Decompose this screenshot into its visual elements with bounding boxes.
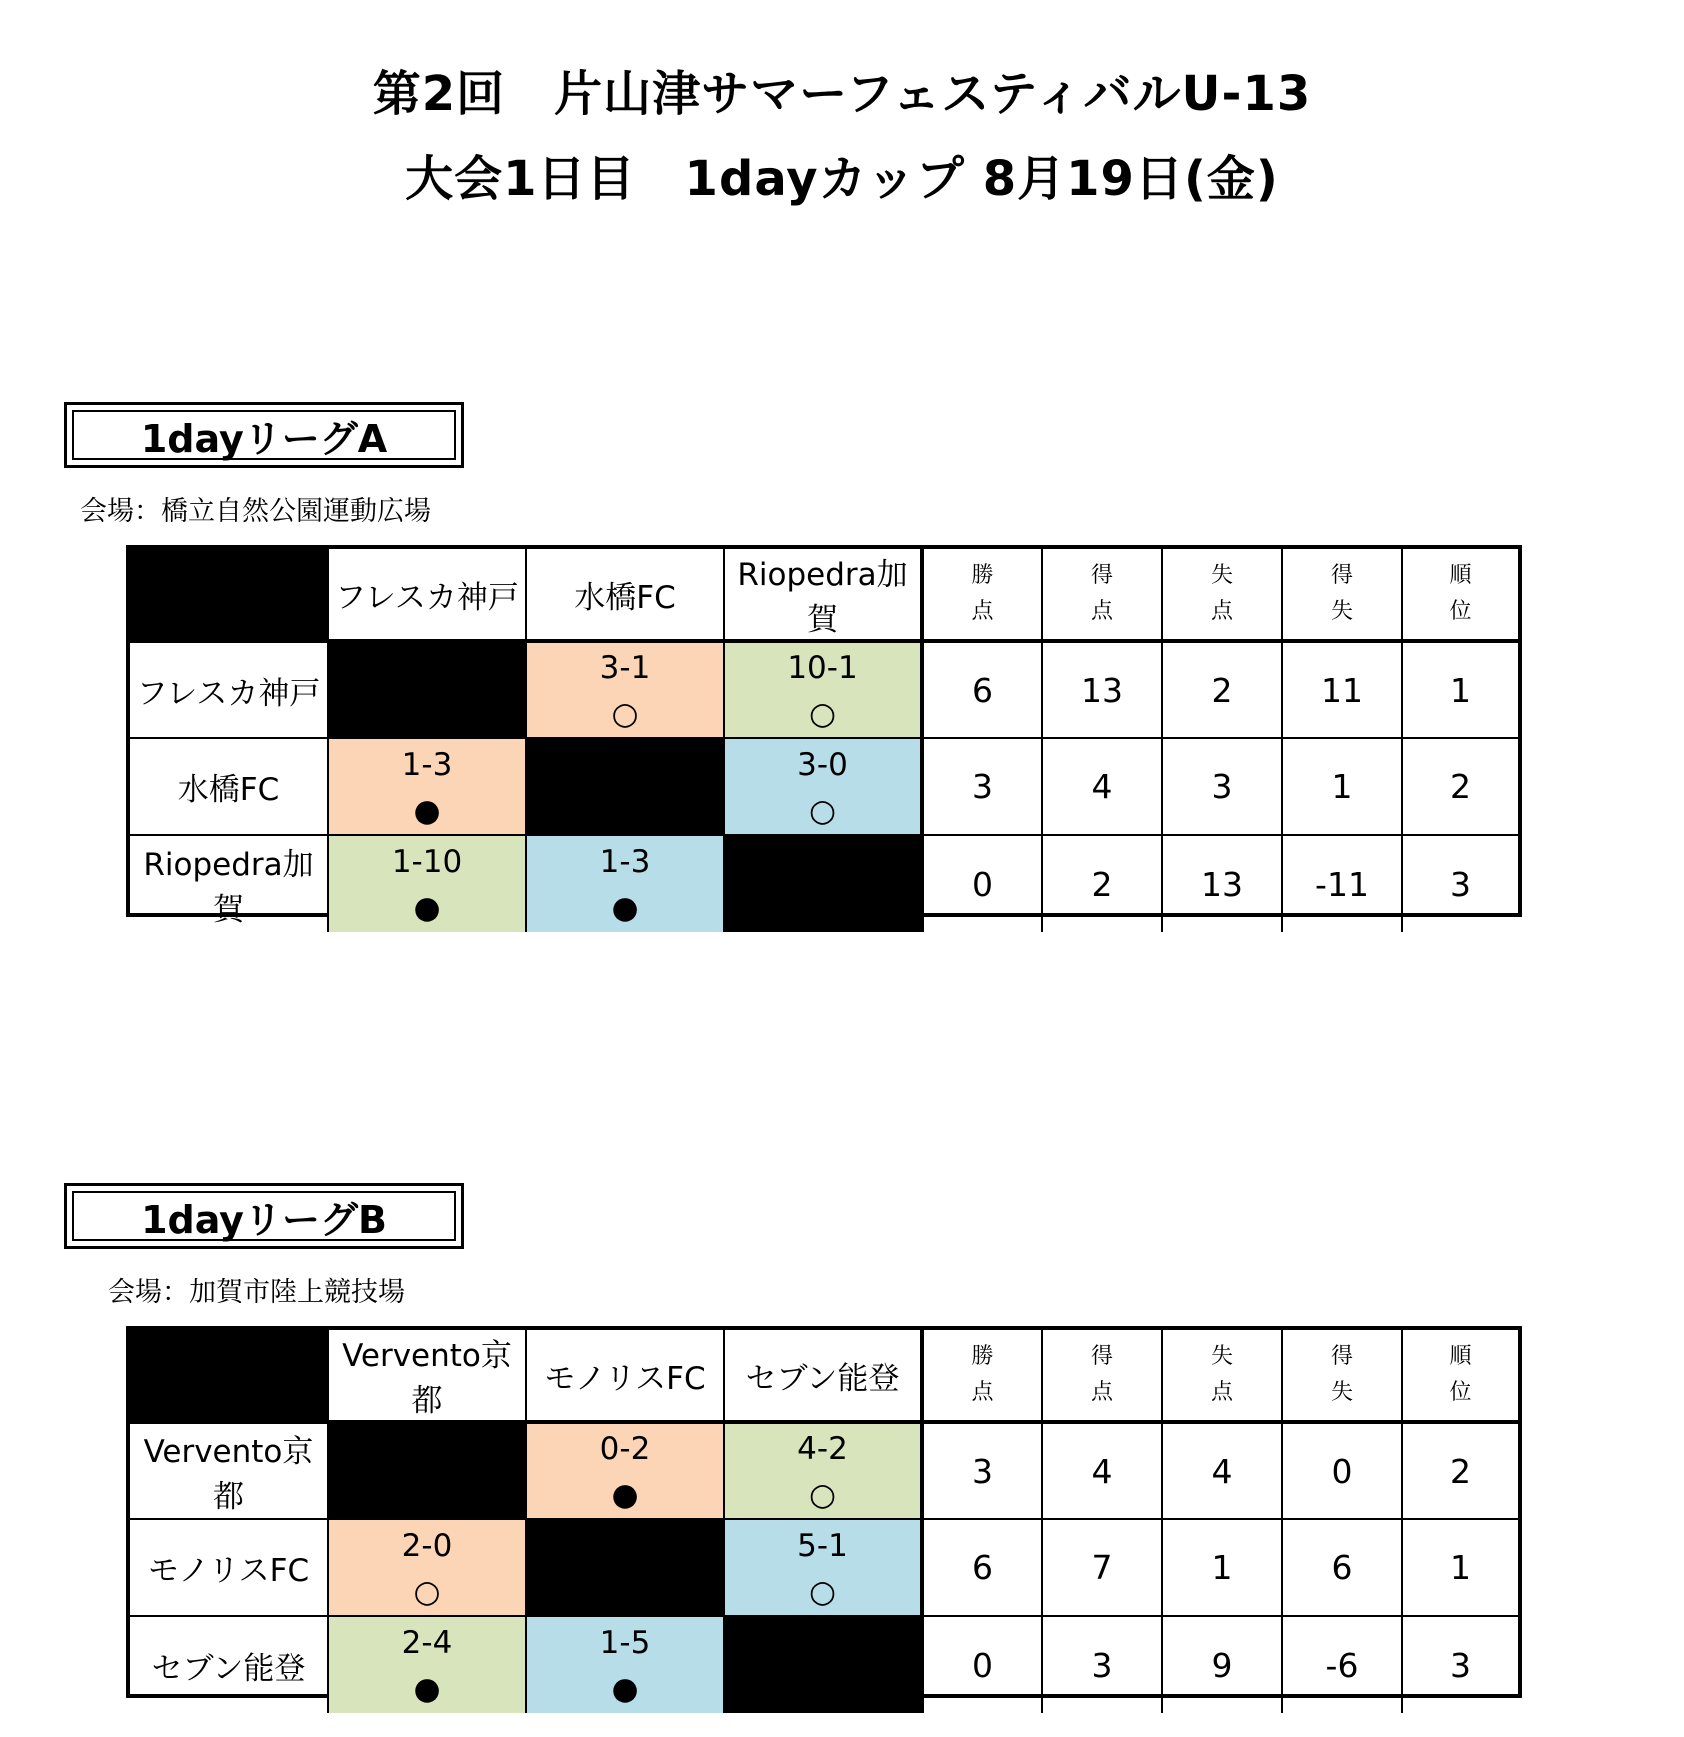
stat-cell: 4 — [1162, 1422, 1282, 1519]
column-team: フレスカ神戸 — [328, 549, 526, 641]
league-b-title: 1dayリーグB — [72, 1191, 456, 1241]
stat-cell: 1 — [1162, 1519, 1282, 1616]
stat-cell: 6 — [1282, 1519, 1402, 1616]
table-row — [130, 641, 1518, 738]
row-team-name: 水橋FC — [130, 738, 328, 835]
stat-cell: 4 — [1042, 1422, 1162, 1519]
stat-cell: 3 — [1162, 738, 1282, 835]
stat-cell: 3 — [1402, 835, 1518, 932]
column-stat-header: 得 点 — [1042, 1330, 1162, 1422]
row-team-name: Vervento京都 — [130, 1422, 328, 1519]
column-team: Vervento京都 — [328, 1330, 526, 1422]
stat-cell: 2 — [1402, 738, 1518, 835]
league-a-title-box — [64, 402, 464, 468]
table-row — [130, 1616, 1518, 1713]
column-team: Riopedra加賀 — [724, 549, 922, 641]
self-match-cell — [526, 738, 724, 835]
stat-cell: 0 — [922, 1616, 1042, 1713]
stat-cell: 11 — [1282, 641, 1402, 738]
league-b-title-box — [64, 1183, 464, 1249]
result-cell: 1-3 ● — [526, 835, 724, 932]
self-match-cell — [724, 1616, 922, 1713]
row-team-name: モノリスFC — [130, 1519, 328, 1616]
column-stat-header: 勝 点 — [922, 549, 1042, 641]
stat-cell: 0 — [1282, 1422, 1402, 1519]
stat-cell: 13 — [1042, 641, 1162, 738]
self-match-cell — [328, 641, 526, 738]
column-stat-header: 順 位 — [1402, 1330, 1518, 1422]
league-b-table — [126, 1326, 1522, 1707]
stat-cell: -6 — [1282, 1616, 1402, 1713]
result-cell: 10-1 ○ — [724, 641, 922, 738]
stat-cell: 4 — [1042, 738, 1162, 835]
column-stat-header: 勝 点 — [922, 1330, 1042, 1422]
result-cell: 3-0 ○ — [724, 738, 922, 835]
column-stat-header: 失 点 — [1162, 549, 1282, 641]
column-team: モノリスFC — [526, 1330, 724, 1422]
stat-cell: 2 — [1042, 835, 1162, 932]
column-stat-header: 得 失 — [1282, 549, 1402, 641]
stat-cell: 3 — [1402, 1616, 1518, 1713]
corner-cell — [130, 549, 328, 641]
stat-cell: 3 — [922, 738, 1042, 835]
league-a-title: 1dayリーグA — [72, 410, 456, 460]
result-cell: 1-3 ● — [328, 738, 526, 835]
stat-cell: 3 — [1042, 1616, 1162, 1713]
league-a-table — [126, 545, 1522, 928]
table-row — [130, 738, 1518, 835]
stat-cell: 2 — [1402, 1422, 1518, 1519]
result-cell: 1-5 ● — [526, 1616, 724, 1713]
result-cell: 0-2 ● — [526, 1422, 724, 1519]
row-team-name: フレスカ神戸 — [130, 641, 328, 738]
corner-cell — [130, 1330, 328, 1422]
self-match-cell — [328, 1422, 526, 1519]
stat-cell: -11 — [1282, 835, 1402, 932]
stat-cell: 1 — [1282, 738, 1402, 835]
stat-cell: 6 — [922, 1519, 1042, 1616]
stat-cell: 3 — [922, 1422, 1042, 1519]
self-match-cell — [724, 835, 922, 932]
result-cell: 4-2 ○ — [724, 1422, 922, 1519]
column-stat-header: 得 点 — [1042, 549, 1162, 641]
stat-cell: 6 — [922, 641, 1042, 738]
stat-cell: 7 — [1042, 1519, 1162, 1616]
table-row — [130, 835, 1518, 932]
column-stat-header: 順 位 — [1402, 549, 1518, 641]
stat-cell: 2 — [1162, 641, 1282, 738]
table-row — [130, 1519, 1518, 1616]
result-cell: 5-1 ○ — [724, 1519, 922, 1616]
result-cell: 2-0 ○ — [328, 1519, 526, 1616]
page-title-line-2: 大会1日目 1dayカップ 8月19日(金) — [405, 151, 1279, 207]
column-team: セブン能登 — [724, 1330, 922, 1422]
league-a-venue: 会場：橋立自然公園運動広場 — [80, 496, 431, 527]
league-b-venue: 会場：加賀市陸上競技場 — [108, 1277, 405, 1308]
stat-cell: 1 — [1402, 1519, 1518, 1616]
column-stat-header: 得 失 — [1282, 1330, 1402, 1422]
row-team-name: Riopedra加賀 — [130, 835, 328, 932]
stat-cell: 9 — [1162, 1616, 1282, 1713]
stat-cell: 1 — [1402, 641, 1518, 738]
stat-cell: 0 — [922, 835, 1042, 932]
column-stat-header: 失 点 — [1162, 1330, 1282, 1422]
page-title-line-1: 第2回 片山津サマーフェスティバルU-13 — [372, 66, 1312, 122]
table-row — [130, 1422, 1518, 1519]
row-team-name: セブン能登 — [130, 1616, 328, 1713]
stat-cell: 13 — [1162, 835, 1282, 932]
result-cell: 3-1 ○ — [526, 641, 724, 738]
result-cell: 1-10 ● — [328, 835, 526, 932]
self-match-cell — [526, 1519, 724, 1616]
result-cell: 2-4 ● — [328, 1616, 526, 1713]
column-team: 水橋FC — [526, 549, 724, 641]
